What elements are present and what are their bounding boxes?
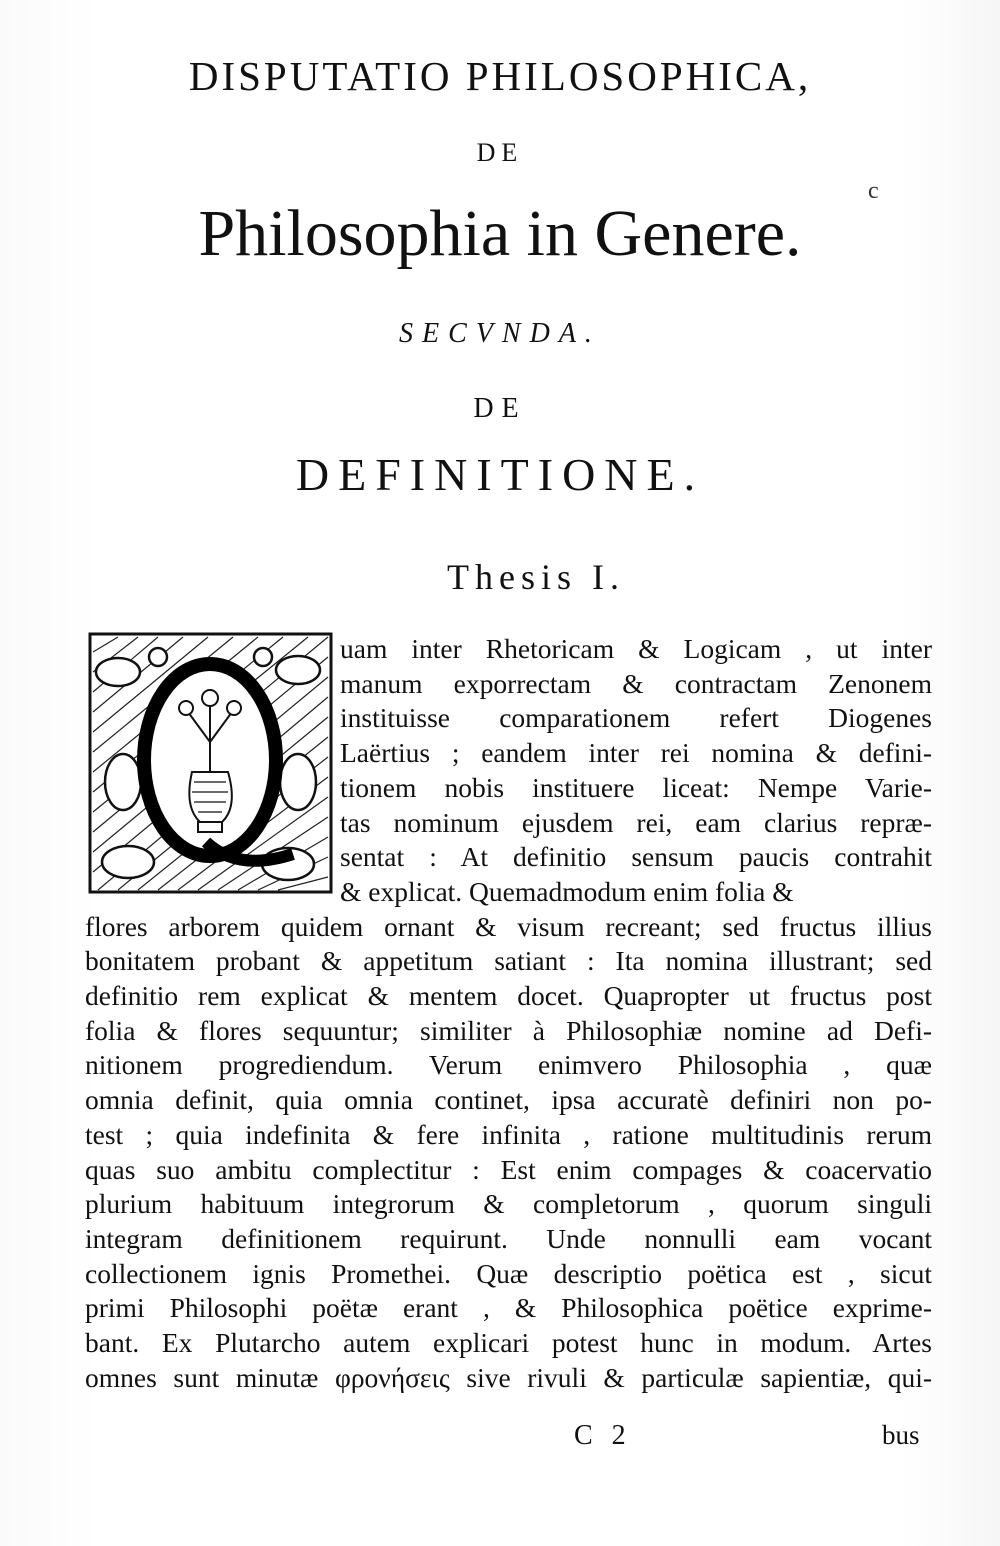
text-line: omnes sunt minutæ φρονήσεις sive rivuli & particulæ sapientiæ, qui- — [85, 1361, 932, 1393]
text-line: bant. Ex Plutarcho autem explicari potest hunc in modum. Artes — [85, 1327, 932, 1358]
text-line: instituisse comparationem refert Diogenes — [340, 702, 932, 734]
text-line: manum exporrectam & contractam Zenonem — [340, 667, 932, 699]
text-line: collectionem ignis Promethei. Quæ descriptio poëtica est , sicut — [85, 1257, 932, 1289]
text-line: Laërtius ; eandem inter rei nomina & defini- — [340, 737, 932, 769]
text-line: tionem nobis instituere liceat: Nempe Varie- — [340, 771, 932, 803]
text-line: integram definitionem requirunt. Unde nonnulli eam vocant — [85, 1222, 932, 1254]
text-line: tas nominum ejusdem rei, eam clarius repræ- — [340, 806, 932, 838]
text-line: definitio rem explicat & mentem docet. Quapropter ut fructus post — [85, 980, 932, 1011]
title-disputatio: DISPUTATIO PHILOSOPHICA, — [188, 53, 812, 99]
text-line: uam inter Rhetoricam & Logicam , ut inter — [340, 633, 932, 664]
title-definitione: DEFINITIONE. — [295, 449, 705, 500]
text-line: bonitatem probant & appetitum satiant : Ita nomina illustrant; sed — [85, 945, 932, 977]
thesis-heading: Thesis I. — [447, 557, 625, 597]
text-line: flores arborem quidem ornant & visum recreant; sed fructus illius — [85, 910, 932, 942]
text-line: folia & flores sequuntur; similiter à Philosophiæ nomine ad Defi- — [85, 1014, 932, 1046]
text-line: test ; quia indefinita & fere infinita , ratione multitudinis rerum — [85, 1118, 932, 1150]
title-de-1: DE — [476, 138, 524, 167]
text-line: sentat : At definitio sensum paucis contrahit — [340, 841, 932, 873]
signature-mark: C 2 — [574, 1420, 632, 1451]
text-line: nitionem progrediendum. Verum enimvero Philosophia , quæ — [85, 1049, 932, 1081]
text-line: plurium habituum integrorum & completorum , quorum singuli — [85, 1188, 932, 1220]
catchword: bus — [882, 1420, 920, 1450]
text-line: omnia definit, quia omnia continet, ipsa accuratè definiri non po- — [85, 1084, 932, 1116]
title-de-2: DE — [473, 393, 527, 424]
title-philosophia: Philosophia in Genere. — [198, 197, 802, 270]
text-line: & explicat. Quemadmodum enim folia & — [340, 875, 794, 907]
title-secunda: SECVNDA. — [399, 318, 601, 349]
margin-mark: c — [868, 178, 879, 204]
text-line: quas suo ambitu complectitur : Est enim compages & coacervatio — [85, 1153, 932, 1185]
decorated-initial-q — [88, 632, 333, 894]
text-line: primi Philosophi poëtæ erant , & Philosophica poëtice exprime- — [85, 1292, 932, 1324]
